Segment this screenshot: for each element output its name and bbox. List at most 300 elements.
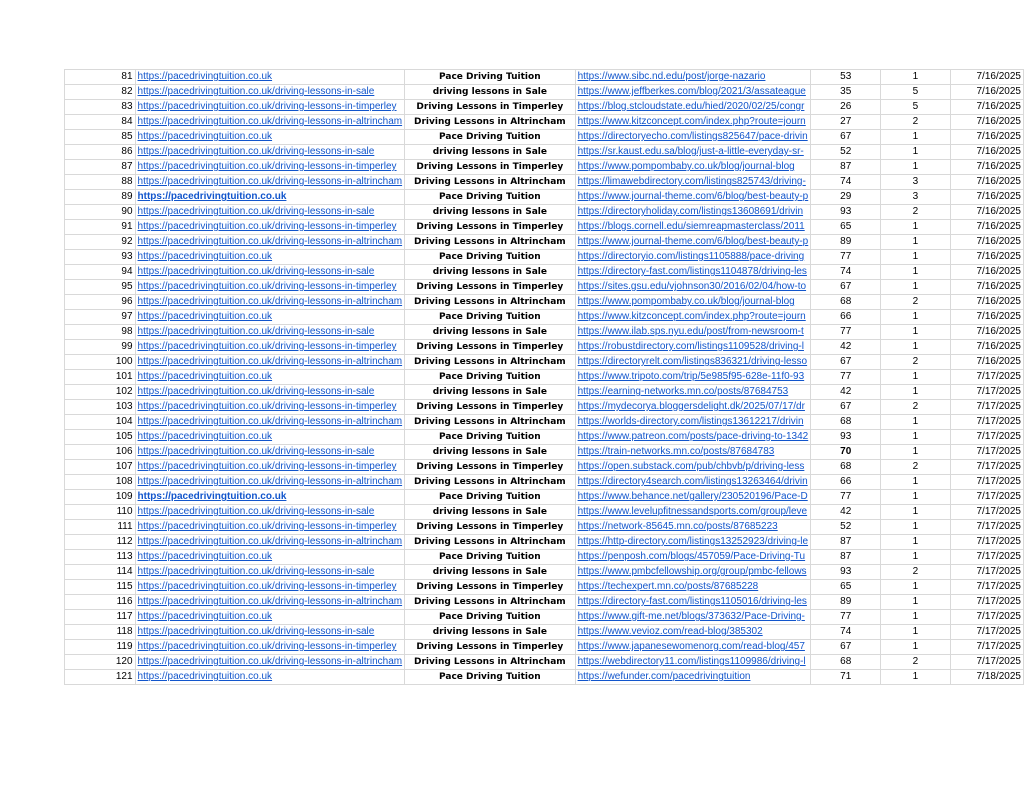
backlink-link[interactable]: https://www.tripoto.com/trip/5e985f95-628e-11f0-93 [577, 371, 805, 382]
backlink-link[interactable]: https://limawebdirectory.com/listings825743/driving- [577, 176, 806, 187]
row-number[interactable]: 101 [65, 370, 136, 385]
keyword-cell[interactable]: Driving Lessons in Timperley [405, 580, 575, 595]
row-number[interactable]: 87 [65, 160, 136, 175]
metric-a-cell[interactable]: 42 [811, 340, 881, 355]
backlink-link[interactable]: https://robustdirectory.com/listings1109528/driving-l [577, 341, 804, 352]
backlink-link[interactable]: https://www.sibc.nd.edu/post/jorge-nazario [577, 71, 766, 82]
backlink-cell[interactable] [575, 280, 811, 295]
metric-a-cell[interactable]: 27 [811, 115, 881, 130]
target-url-link[interactable]: https://pacedrivingtuition.co.uk [137, 611, 273, 622]
backlink-cell[interactable] [575, 505, 811, 520]
keyword-cell[interactable]: driving lessons in Sale [405, 565, 575, 580]
keyword-cell[interactable]: Pace Driving Tuition [405, 130, 575, 145]
keyword-cell[interactable]: Driving Lessons in Timperley [405, 280, 575, 295]
metric-b-cell[interactable]: 1 [881, 250, 950, 265]
backlink-link[interactable]: https://worlds-directory.com/listings13612217/drivin [577, 416, 804, 427]
backlink-link[interactable]: https://www.journal-theme.com/6/blog/best-beauty-p [577, 191, 809, 202]
backlink-cell[interactable] [575, 325, 811, 340]
target-url-link[interactable]: https://pacedrivingtuition.co.uk/driving-lessons-in-timperley [137, 401, 397, 412]
row-number[interactable]: 114 [65, 565, 136, 580]
metric-a-cell[interactable]: 68 [811, 460, 881, 475]
target-url-cell[interactable] [135, 250, 405, 265]
backlink-link[interactable]: https://blog.stcloudstate.edu/hied/2020/02/25/congr [577, 101, 805, 112]
backlink-link[interactable]: https://earning-networks.mn.co/posts/87684753 [577, 386, 789, 397]
target-url-cell[interactable] [135, 175, 405, 190]
backlink-link[interactable]: https://sr.kaust.edu.sa/blog/just-a-little-everyday-sr- [577, 146, 804, 157]
keyword-cell[interactable]: Pace Driving Tuition [405, 610, 575, 625]
target-url-cell[interactable] [135, 145, 405, 160]
metric-a-cell[interactable]: 68 [811, 655, 881, 670]
backlink-cell[interactable] [575, 625, 811, 640]
metric-a-cell[interactable]: 67 [811, 640, 881, 655]
keyword-cell[interactable]: Pace Driving Tuition [405, 370, 575, 385]
date-cell[interactable]: 7/17/2025 [950, 655, 1023, 670]
target-url-link[interactable]: https://pacedrivingtuition.co.uk/driving-lessons-in-sale [137, 386, 375, 397]
target-url-link[interactable]: https://pacedrivingtuition.co.uk/driving-lessons-in-sale [137, 206, 375, 217]
metric-b-cell[interactable]: 1 [881, 160, 950, 175]
target-url-cell[interactable] [135, 625, 405, 640]
backlink-link[interactable]: https://www.japanesewomenorg.com/read-blog/457 [577, 641, 805, 652]
backlink-link[interactable]: https://www.pmbcfellowship.org/group/pmbc-fellows [577, 566, 807, 577]
date-cell[interactable]: 7/16/2025 [950, 145, 1023, 160]
metric-a-cell[interactable]: 52 [811, 520, 881, 535]
backlink-cell[interactable] [575, 160, 811, 175]
row-number[interactable]: 103 [65, 400, 136, 415]
row-number[interactable]: 117 [65, 610, 136, 625]
keyword-cell[interactable]: Pace Driving Tuition [405, 190, 575, 205]
keyword-cell[interactable]: driving lessons in Sale [405, 505, 575, 520]
date-cell[interactable]: 7/16/2025 [950, 160, 1023, 175]
target-url-cell[interactable] [135, 160, 405, 175]
keyword-cell[interactable]: Pace Driving Tuition [405, 70, 575, 85]
target-url-cell[interactable] [135, 325, 405, 340]
metric-a-cell[interactable]: 74 [811, 265, 881, 280]
row-number[interactable]: 99 [65, 340, 136, 355]
target-url-link[interactable]: https://pacedrivingtuition.co.uk/driving-lessons-in-timperley [137, 581, 397, 592]
target-url-cell[interactable] [135, 355, 405, 370]
row-number[interactable]: 110 [65, 505, 136, 520]
metric-b-cell[interactable]: 2 [881, 205, 950, 220]
backlink-cell[interactable] [575, 115, 811, 130]
backlink-link[interactable]: https://www.ilab.sps.nyu.edu/post/from-newsroom-t [577, 326, 804, 337]
backlink-link[interactable]: https://directoryholiday.com/listings13608691/drivin [577, 206, 804, 217]
target-url-cell[interactable] [135, 475, 405, 490]
keyword-cell[interactable]: Driving Lessons in Altrincham [405, 235, 575, 250]
metric-a-cell[interactable]: 52 [811, 145, 881, 160]
metric-a-cell[interactable]: 93 [811, 205, 881, 220]
backlink-cell[interactable] [575, 415, 811, 430]
target-url-link[interactable]: https://pacedrivingtuition.co.uk/driving-lessons-in-altrincham [137, 236, 403, 247]
metric-b-cell[interactable]: 3 [881, 190, 950, 205]
metric-b-cell[interactable]: 1 [881, 370, 950, 385]
row-number[interactable]: 115 [65, 580, 136, 595]
backlink-link[interactable]: https://blogs.cornell.edu/siemreapmasterclass/2011 [577, 221, 805, 232]
target-url-cell[interactable] [135, 295, 405, 310]
keyword-cell[interactable]: Driving Lessons in Altrincham [405, 295, 575, 310]
date-cell[interactable]: 7/17/2025 [950, 580, 1023, 595]
target-url-link[interactable]: https://pacedrivingtuition.co.uk/driving-lessons-in-altrincham [137, 476, 403, 487]
target-url-link[interactable]: https://pacedrivingtuition.co.uk/driving-lessons-in-sale [137, 146, 375, 157]
target-url-link[interactable]: https://pacedrivingtuition.co.uk/driving-lessons-in-timperley [137, 521, 397, 532]
keyword-cell[interactable]: Driving Lessons in Timperley [405, 460, 575, 475]
target-url-cell[interactable] [135, 445, 405, 460]
date-cell[interactable]: 7/16/2025 [950, 205, 1023, 220]
metric-b-cell[interactable]: 5 [881, 100, 950, 115]
target-url-cell[interactable] [135, 130, 405, 145]
target-url-cell[interactable] [135, 310, 405, 325]
target-url-link[interactable]: https://pacedrivingtuition.co.uk [137, 71, 273, 82]
target-url-link[interactable]: https://pacedrivingtuition.co.uk/driving-lessons-in-sale [137, 266, 375, 277]
backlink-link[interactable]: https://directory4search.com/listings13263464/drivin [577, 476, 808, 487]
target-url-link[interactable]: https://pacedrivingtuition.co.uk [137, 431, 273, 442]
keyword-cell[interactable]: Driving Lessons in Altrincham [405, 655, 575, 670]
date-cell[interactable]: 7/16/2025 [950, 85, 1023, 100]
metric-a-cell[interactable]: 35 [811, 85, 881, 100]
keyword-cell[interactable]: Driving Lessons in Timperley [405, 160, 575, 175]
backlink-cell[interactable] [575, 295, 811, 310]
target-url-cell[interactable] [135, 205, 405, 220]
backlink-cell[interactable] [575, 490, 811, 505]
metric-a-cell[interactable]: 68 [811, 295, 881, 310]
date-cell[interactable]: 7/18/2025 [950, 670, 1023, 685]
backlink-cell[interactable] [575, 460, 811, 475]
metric-b-cell[interactable]: 1 [881, 145, 950, 160]
target-url-link[interactable]: https://pacedrivingtuition.co.uk/driving-lessons-in-timperley [137, 281, 397, 292]
backlink-link[interactable]: https://sites.gsu.edu/vjohnson30/2016/02/04/how-to [577, 281, 807, 292]
row-number[interactable]: 88 [65, 175, 136, 190]
row-number[interactable]: 91 [65, 220, 136, 235]
keyword-cell[interactable]: Driving Lessons in Timperley [405, 220, 575, 235]
target-url-cell[interactable] [135, 670, 405, 685]
metric-b-cell[interactable]: 1 [881, 310, 950, 325]
backlink-cell[interactable] [575, 205, 811, 220]
date-cell[interactable]: 7/16/2025 [950, 190, 1023, 205]
backlink-link[interactable]: https://www.levelupfitnessandsports.com/group/leve [577, 506, 808, 517]
target-url-cell[interactable] [135, 400, 405, 415]
row-number[interactable]: 84 [65, 115, 136, 130]
metric-b-cell[interactable]: 1 [881, 625, 950, 640]
target-url-cell[interactable] [135, 100, 405, 115]
metric-a-cell[interactable]: 67 [811, 280, 881, 295]
metric-b-cell[interactable]: 1 [881, 415, 950, 430]
row-number[interactable]: 100 [65, 355, 136, 370]
metric-a-cell[interactable]: 77 [811, 325, 881, 340]
keyword-cell[interactable]: Driving Lessons in Altrincham [405, 175, 575, 190]
backlink-cell[interactable] [575, 250, 811, 265]
metric-b-cell[interactable]: 1 [881, 595, 950, 610]
keyword-cell[interactable]: Driving Lessons in Altrincham [405, 475, 575, 490]
metric-b-cell[interactable]: 1 [881, 475, 950, 490]
keyword-cell[interactable]: driving lessons in Sale [405, 85, 575, 100]
metric-b-cell[interactable]: 1 [881, 640, 950, 655]
date-cell[interactable]: 7/16/2025 [950, 265, 1023, 280]
row-number[interactable]: 111 [65, 520, 136, 535]
backlink-link[interactable]: https://directoryio.com/listings1105888/pace-driving [577, 251, 805, 262]
metric-b-cell[interactable]: 1 [881, 235, 950, 250]
date-cell[interactable]: 7/16/2025 [950, 175, 1023, 190]
row-number[interactable]: 121 [65, 670, 136, 685]
backlink-cell[interactable] [575, 175, 811, 190]
keyword-cell[interactable]: driving lessons in Sale [405, 145, 575, 160]
metric-b-cell[interactable]: 3 [881, 175, 950, 190]
backlink-cell[interactable] [575, 475, 811, 490]
metric-b-cell[interactable]: 1 [881, 430, 950, 445]
backlink-cell[interactable] [575, 235, 811, 250]
target-url-link[interactable]: https://pacedrivingtuition.co.uk/driving-lessons-in-timperley [137, 101, 397, 112]
target-url-link[interactable]: https://pacedrivingtuition.co.uk/driving-lessons-in-timperley [137, 161, 397, 172]
target-url-cell[interactable] [135, 535, 405, 550]
backlink-cell[interactable] [575, 550, 811, 565]
date-cell[interactable]: 7/17/2025 [950, 625, 1023, 640]
target-url-cell[interactable] [135, 265, 405, 280]
metric-b-cell[interactable]: 1 [881, 70, 950, 85]
backlink-link[interactable]: https://www.gift-me.net/blogs/373632/Pace-Driving- [577, 611, 805, 622]
metric-b-cell[interactable]: 1 [881, 385, 950, 400]
backlink-cell[interactable] [575, 130, 811, 145]
row-number[interactable]: 106 [65, 445, 136, 460]
metric-b-cell[interactable]: 2 [881, 460, 950, 475]
target-url-link[interactable]: https://pacedrivingtuition.co.uk/driving-lessons-in-altrincham [137, 176, 403, 187]
metric-b-cell[interactable]: 1 [881, 610, 950, 625]
target-url-link[interactable]: https://pacedrivingtuition.co.uk/driving-lessons-in-sale [137, 446, 375, 457]
metric-b-cell[interactable]: 2 [881, 565, 950, 580]
metric-b-cell[interactable]: 1 [881, 505, 950, 520]
keyword-cell[interactable]: driving lessons in Sale [405, 385, 575, 400]
backlink-cell[interactable] [575, 340, 811, 355]
backlink-cell[interactable] [575, 265, 811, 280]
date-cell[interactable]: 7/17/2025 [950, 535, 1023, 550]
metric-a-cell[interactable]: 74 [811, 625, 881, 640]
date-cell[interactable]: 7/16/2025 [950, 220, 1023, 235]
row-number[interactable]: 92 [65, 235, 136, 250]
row-number[interactable]: 86 [65, 145, 136, 160]
target-url-link[interactable]: https://pacedrivingtuition.co.uk [137, 551, 273, 562]
target-url-link[interactable]: https://pacedrivingtuition.co.uk [137, 131, 273, 142]
metric-b-cell[interactable]: 2 [881, 355, 950, 370]
date-cell[interactable]: 7/17/2025 [950, 490, 1023, 505]
metric-a-cell[interactable]: 68 [811, 415, 881, 430]
metric-b-cell[interactable]: 5 [881, 85, 950, 100]
backlink-cell[interactable] [575, 610, 811, 625]
metric-b-cell[interactable]: 1 [881, 340, 950, 355]
backlink-link[interactable]: https://directory-fast.com/listings1104878/driving-les [577, 266, 807, 277]
backlink-link[interactable]: https://www.vevioz.com/read-blog/385302 [577, 626, 763, 637]
backlink-cell[interactable] [575, 220, 811, 235]
date-cell[interactable]: 7/17/2025 [950, 610, 1023, 625]
row-number[interactable]: 120 [65, 655, 136, 670]
backlink-link[interactable]: https://www.kitzconcept.com/index.php?route=journ [577, 311, 806, 322]
metric-a-cell[interactable]: 67 [811, 355, 881, 370]
keyword-cell[interactable]: Driving Lessons in Timperley [405, 520, 575, 535]
keyword-cell[interactable]: driving lessons in Sale [405, 205, 575, 220]
date-cell[interactable]: 7/16/2025 [950, 280, 1023, 295]
target-url-link[interactable]: https://pacedrivingtuition.co.uk/driving-lessons-in-sale [137, 86, 375, 97]
metric-a-cell[interactable]: 53 [811, 70, 881, 85]
target-url-cell[interactable] [135, 340, 405, 355]
target-url-cell[interactable] [135, 280, 405, 295]
backlink-cell[interactable] [575, 100, 811, 115]
target-url-cell[interactable] [135, 460, 405, 475]
target-url-cell[interactable] [135, 565, 405, 580]
backlink-cell[interactable] [575, 445, 811, 460]
metric-a-cell[interactable]: 87 [811, 550, 881, 565]
target-url-link[interactable]: https://pacedrivingtuition.co.uk [137, 671, 273, 682]
backlink-link[interactable]: https://www.jeffberkes.com/blog/2021/3/assateague [577, 86, 806, 97]
row-number[interactable]: 94 [65, 265, 136, 280]
backlink-link[interactable]: https://open.substack.com/pub/chbvb/p/driving-less [577, 461, 805, 472]
keyword-cell[interactable]: Pace Driving Tuition [405, 430, 575, 445]
backlink-link[interactable]: https://directoryecho.com/listings825647/pace-drivin [577, 131, 808, 142]
metric-b-cell[interactable]: 1 [881, 520, 950, 535]
keyword-cell[interactable]: Pace Driving Tuition [405, 550, 575, 565]
keyword-cell[interactable]: driving lessons in Sale [405, 445, 575, 460]
metric-b-cell[interactable]: 1 [881, 220, 950, 235]
date-cell[interactable]: 7/16/2025 [950, 100, 1023, 115]
row-number[interactable]: 102 [65, 385, 136, 400]
backlink-link[interactable]: https://techexpert.mn.co/posts/87685228 [577, 581, 759, 592]
backlink-link[interactable]: https://directory-fast.com/listings1105016/driving-les [577, 596, 807, 607]
row-number[interactable]: 104 [65, 415, 136, 430]
keyword-cell[interactable]: Pace Driving Tuition [405, 670, 575, 685]
row-number[interactable]: 113 [65, 550, 136, 565]
date-cell[interactable]: 7/17/2025 [950, 565, 1023, 580]
target-url-cell[interactable] [135, 655, 405, 670]
date-cell[interactable]: 7/17/2025 [950, 385, 1023, 400]
backlink-cell[interactable] [575, 430, 811, 445]
row-number[interactable]: 112 [65, 535, 136, 550]
keyword-cell[interactable]: Driving Lessons in Altrincham [405, 535, 575, 550]
row-number[interactable]: 93 [65, 250, 136, 265]
target-url-link[interactable]: https://pacedrivingtuition.co.uk/driving-lessons-in-sale [137, 566, 375, 577]
date-cell[interactable]: 7/17/2025 [950, 550, 1023, 565]
metric-a-cell[interactable]: 65 [811, 220, 881, 235]
target-url-link[interactable]: https://pacedrivingtuition.co.uk [137, 371, 273, 382]
keyword-cell[interactable]: Driving Lessons in Timperley [405, 640, 575, 655]
row-number[interactable]: 105 [65, 430, 136, 445]
backlink-cell[interactable] [575, 310, 811, 325]
target-url-link[interactable]: https://pacedrivingtuition.co.uk [137, 311, 273, 322]
backlink-cell[interactable] [575, 400, 811, 415]
row-number[interactable]: 98 [65, 325, 136, 340]
metric-b-cell[interactable]: 1 [881, 490, 950, 505]
row-number[interactable]: 109 [65, 490, 136, 505]
metric-a-cell[interactable]: 87 [811, 535, 881, 550]
metric-b-cell[interactable]: 2 [881, 295, 950, 310]
metric-a-cell[interactable]: 89 [811, 235, 881, 250]
date-cell[interactable]: 7/16/2025 [950, 310, 1023, 325]
metric-a-cell[interactable]: 77 [811, 250, 881, 265]
metric-a-cell[interactable]: 87 [811, 160, 881, 175]
metric-a-cell[interactable]: 71 [811, 670, 881, 685]
target-url-link[interactable]: https://pacedrivingtuition.co.uk/driving-lessons-in-timperley [137, 461, 397, 472]
target-url-link[interactable]: https://pacedrivingtuition.co.uk/driving-lessons-in-altrincham [137, 536, 403, 547]
metric-b-cell[interactable]: 1 [881, 670, 950, 685]
date-cell[interactable]: 7/17/2025 [950, 640, 1023, 655]
metric-a-cell[interactable]: 67 [811, 130, 881, 145]
metric-b-cell[interactable]: 1 [881, 550, 950, 565]
row-number[interactable]: 82 [65, 85, 136, 100]
target-url-link[interactable]: https://pacedrivingtuition.co.uk [137, 491, 287, 502]
backlink-cell[interactable] [575, 535, 811, 550]
backlink-link[interactable]: https://penposh.com/blogs/457059/Pace-Driving-Tu [577, 551, 806, 562]
metric-b-cell[interactable]: 1 [881, 445, 950, 460]
metric-a-cell[interactable]: 67 [811, 400, 881, 415]
backlink-cell[interactable] [575, 520, 811, 535]
row-number[interactable]: 85 [65, 130, 136, 145]
metric-a-cell[interactable]: 93 [811, 565, 881, 580]
target-url-link[interactable]: https://pacedrivingtuition.co.uk/driving-lessons-in-timperley [137, 221, 397, 232]
metric-a-cell[interactable]: 42 [811, 505, 881, 520]
metric-a-cell[interactable]: 70 [811, 445, 881, 460]
target-url-cell[interactable] [135, 385, 405, 400]
date-cell[interactable]: 7/17/2025 [950, 475, 1023, 490]
target-url-cell[interactable] [135, 235, 405, 250]
keyword-cell[interactable]: Driving Lessons in Timperley [405, 340, 575, 355]
target-url-cell[interactable] [135, 430, 405, 445]
backlink-cell[interactable] [575, 385, 811, 400]
backlink-link[interactable]: https://http-directory.com/listings13252923/driving-le [577, 536, 809, 547]
date-cell[interactable]: 7/17/2025 [950, 400, 1023, 415]
target-url-link[interactable]: https://pacedrivingtuition.co.uk [137, 251, 273, 262]
backlink-cell[interactable] [575, 580, 811, 595]
date-cell[interactable]: 7/16/2025 [950, 340, 1023, 355]
date-cell[interactable]: 7/17/2025 [950, 415, 1023, 430]
row-number[interactable]: 116 [65, 595, 136, 610]
target-url-cell[interactable] [135, 415, 405, 430]
metric-b-cell[interactable]: 1 [881, 535, 950, 550]
target-url-cell[interactable] [135, 85, 405, 100]
metric-b-cell[interactable]: 1 [881, 325, 950, 340]
row-number[interactable]: 96 [65, 295, 136, 310]
row-number[interactable]: 90 [65, 205, 136, 220]
keyword-cell[interactable]: Pace Driving Tuition [405, 250, 575, 265]
target-url-cell[interactable] [135, 505, 405, 520]
metric-a-cell[interactable]: 42 [811, 385, 881, 400]
date-cell[interactable]: 7/16/2025 [950, 250, 1023, 265]
target-url-cell[interactable] [135, 70, 405, 85]
keyword-cell[interactable]: Driving Lessons in Altrincham [405, 115, 575, 130]
row-number[interactable]: 95 [65, 280, 136, 295]
target-url-cell[interactable] [135, 370, 405, 385]
target-url-link[interactable]: https://pacedrivingtuition.co.uk/driving-lessons-in-altrincham [137, 356, 403, 367]
backlink-link[interactable]: https://www.patreon.com/posts/pace-driving-to-1342 [577, 431, 809, 442]
backlink-cell[interactable] [575, 655, 811, 670]
backlink-cell[interactable] [575, 85, 811, 100]
target-url-cell[interactable] [135, 640, 405, 655]
target-url-cell[interactable] [135, 610, 405, 625]
date-cell[interactable]: 7/17/2025 [950, 505, 1023, 520]
date-cell[interactable]: 7/17/2025 [950, 370, 1023, 385]
target-url-link[interactable]: https://pacedrivingtuition.co.uk/driving-lessons-in-sale [137, 326, 375, 337]
metric-b-cell[interactable]: 2 [881, 400, 950, 415]
target-url-cell[interactable] [135, 595, 405, 610]
metric-a-cell[interactable]: 77 [811, 370, 881, 385]
metric-a-cell[interactable]: 65 [811, 580, 881, 595]
keyword-cell[interactable]: Driving Lessons in Altrincham [405, 355, 575, 370]
metric-b-cell[interactable]: 2 [881, 115, 950, 130]
target-url-link[interactable]: https://pacedrivingtuition.co.uk/driving-lessons-in-altrincham [137, 656, 403, 667]
backlink-cell[interactable] [575, 190, 811, 205]
metric-a-cell[interactable]: 29 [811, 190, 881, 205]
metric-a-cell[interactable]: 77 [811, 490, 881, 505]
backlink-link[interactable]: https://www.behance.net/gallery/230520196/Pace-D [577, 491, 808, 502]
metric-a-cell[interactable]: 93 [811, 430, 881, 445]
keyword-cell[interactable]: driving lessons in Sale [405, 625, 575, 640]
metric-b-cell[interactable]: 1 [881, 280, 950, 295]
backlink-cell[interactable] [575, 670, 811, 685]
backlink-cell[interactable] [575, 595, 811, 610]
backlink-link[interactable]: https://wefunder.com/pacedrivingtuition [577, 671, 751, 682]
